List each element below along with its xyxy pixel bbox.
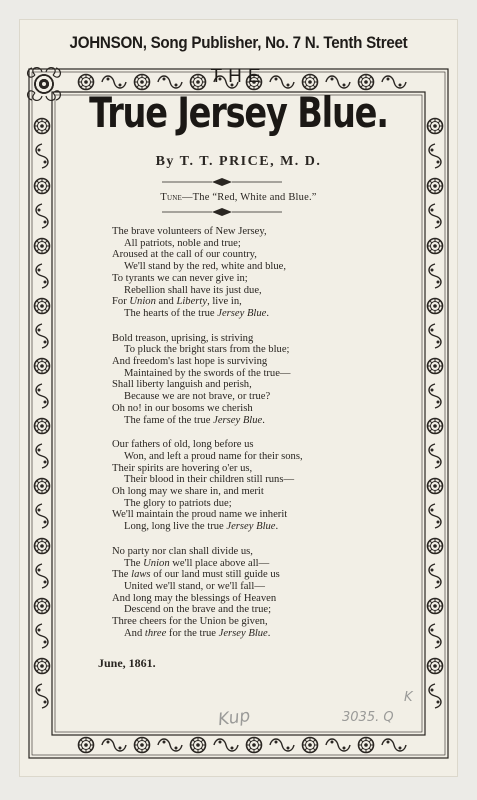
verse-line: United we'll stand, or we'll fall— [124, 580, 265, 592]
verse-line: The fame of the true Jersey Blue. [124, 414, 265, 426]
verse-line: Three cheers for the Union be given, [112, 616, 268, 628]
title-article: THE [210, 66, 267, 87]
verse-line: And long may the blessings of Heaven [112, 592, 277, 604]
ornamental-rule-top [162, 178, 282, 186]
verse-line: The laws of our land must still guide us [112, 569, 280, 581]
verse-line: Because we are not brave, or true? [124, 391, 271, 403]
verse-line: Oh no! in our bosoms we cherish [112, 402, 253, 414]
verse-line: We'll maintain the proud name we inherit [112, 509, 288, 521]
verse-line: Aroused at the call of our country, [112, 249, 257, 261]
pencil-note-k: K [404, 690, 413, 705]
verse-line: Long, long live the true Jersey Blue. [124, 521, 279, 533]
verse-line: We'll stand by the red, white and blue, [124, 261, 286, 273]
verse-line: Our fathers of old, long before us [112, 439, 254, 451]
verse-line: Rebellion shall have its just due, [124, 284, 262, 296]
verse-line: The glory to patriots due; [124, 497, 232, 509]
stanza-3 [112, 439, 412, 533]
ornamental-rule-bottom [162, 208, 282, 216]
stanza-4 [112, 546, 412, 640]
verse-line: The hearts of the true Jersey Blue. [124, 307, 270, 319]
verse-line: And freedom's last hope is surviving [112, 356, 268, 368]
tune-label: Tune [160, 192, 182, 203]
verse-line: For Union and Liberty, live in, [112, 296, 242, 308]
verse-line: To tyrants we can never give in; [112, 272, 248, 284]
verse-line: And three for the true Jersey Blue. [124, 627, 271, 639]
verse-line: Won, and left a proud name for their sons, [124, 450, 303, 462]
verse-line: Descend on the brave and the true; [124, 604, 272, 616]
verse-line: No party nor clan shall divide us, [112, 545, 253, 557]
song-verses [112, 226, 412, 653]
verse-line: All patriots, noble and true; [124, 237, 241, 249]
pencil-note-kup: Kup [216, 705, 252, 731]
verse-line: The brave volunteers of New Jersey, [112, 226, 267, 237]
verse-line: Bold treason, uprising, is striving [112, 332, 254, 344]
stanza-2 [112, 333, 412, 427]
verse-line: Oh long may we share in, and merit [112, 486, 264, 498]
publisher-header: JOHNSON, Song Publisher, No. 7 N. Tenth Street [69, 34, 408, 52]
verse-line: To pluck the bright stars from the blue; [124, 344, 290, 356]
verse-line: Their blood in their children still runs— [124, 474, 295, 486]
tune-line [20, 192, 457, 203]
song-title: True Jersey Blue. [89, 88, 388, 137]
verse-line: Shall liberty languish and perish, [112, 379, 252, 391]
author-line: By T. T. PRICE, M. D. [155, 154, 322, 169]
publication-date: June, 1861. [98, 656, 156, 670]
verse-line: Their spirits are hovering o'er us, [112, 462, 253, 474]
pencil-note-catalog: 3035. Q [342, 710, 394, 725]
broadside-sheet [20, 20, 457, 776]
stanza-1 [112, 226, 412, 320]
verse-line: The Union we'll place above all— [124, 557, 270, 569]
verse-line: Maintained by the swords of the true— [124, 367, 291, 379]
tune-name: —The “Red, White and Blue.” [181, 192, 317, 203]
